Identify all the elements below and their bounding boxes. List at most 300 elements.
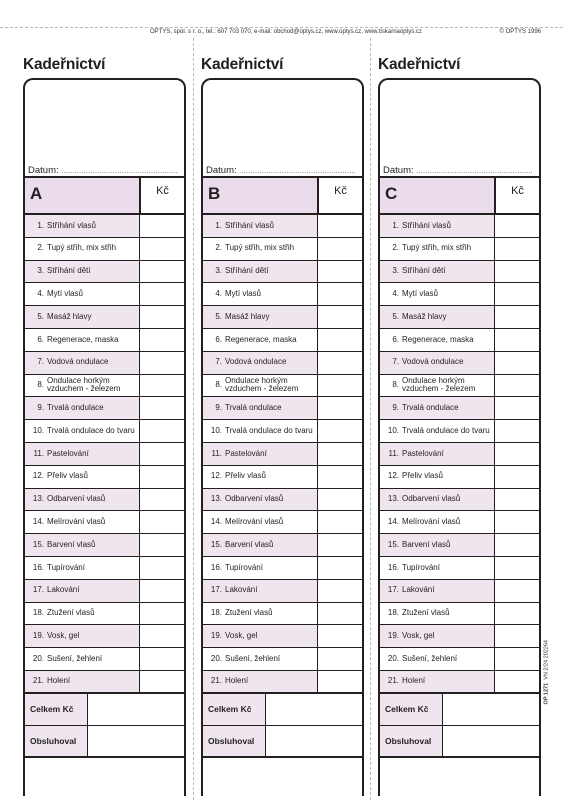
amount-cell[interactable] <box>139 603 184 625</box>
amount-cell[interactable] <box>494 603 539 625</box>
amount-cell[interactable] <box>139 375 184 397</box>
service-number: 11. <box>33 448 44 458</box>
service-label: Ondulace horkým vzduchem - železem <box>402 375 476 394</box>
service-number: 13. <box>210 494 222 504</box>
service-number: 6. <box>392 334 399 344</box>
amount-cell[interactable] <box>317 238 362 260</box>
service-number: 1. <box>37 220 44 230</box>
date-field[interactable]: Datum: .................................................... <box>383 165 533 176</box>
amount-cell[interactable] <box>139 534 184 556</box>
service-number: 4. <box>215 289 222 299</box>
service-row <box>25 511 184 534</box>
amount-cell[interactable] <box>494 215 539 237</box>
service-label: Sušení, žehlení <box>402 653 458 663</box>
service-label: Mytí vlasů <box>402 289 439 299</box>
service-label: Ondulace horkým vzduchem - železem <box>225 375 299 394</box>
service-row <box>25 420 184 443</box>
amount-cell[interactable] <box>494 306 539 328</box>
amount-cell[interactable] <box>139 261 184 283</box>
form-card <box>378 78 541 796</box>
amount-cell[interactable] <box>317 261 362 283</box>
service-label: Masáž hlavy <box>47 311 92 321</box>
cut-line-top <box>0 27 563 28</box>
served-label: Obsluhoval <box>203 726 266 756</box>
form-column-c <box>378 54 541 796</box>
amount-cell[interactable] <box>494 261 539 283</box>
service-row <box>25 466 184 489</box>
service-number: 1. <box>215 220 222 230</box>
amount-cell[interactable] <box>317 215 362 237</box>
service-label: Stříhání vlasů <box>225 220 274 230</box>
service-number: 8. <box>392 380 399 390</box>
form-column-a <box>23 54 186 796</box>
form-title: Kadeřnictví <box>378 56 461 73</box>
service-label: Tupírování <box>47 562 85 572</box>
service-row <box>25 375 184 398</box>
service-number: 7. <box>215 357 222 367</box>
service-label: Odbarvení vlasů <box>225 494 284 504</box>
service-row <box>380 306 539 329</box>
service-label: Pastelování <box>225 448 267 458</box>
cut-line-1 <box>193 38 194 800</box>
service-number: 16. <box>387 562 399 572</box>
total-row <box>25 694 184 726</box>
service-row <box>380 238 539 261</box>
service-row <box>203 489 362 512</box>
currency-header: Kč <box>494 178 539 213</box>
service-row <box>25 671 184 694</box>
amount-cell[interactable] <box>317 420 362 442</box>
service-number: 14. <box>32 517 44 526</box>
service-number: 7. <box>392 357 399 367</box>
amount-cell[interactable] <box>317 329 362 351</box>
amount-cell[interactable] <box>317 511 362 533</box>
amount-cell[interactable] <box>494 534 539 556</box>
service-label: Melírování vlasů <box>402 517 461 526</box>
service-number: 15. <box>210 539 222 549</box>
side-code: OP 1271 VN 2/24 202264 <box>543 640 549 705</box>
service-row <box>203 283 362 306</box>
service-number: 18. <box>32 608 44 618</box>
service-row <box>380 489 539 512</box>
service-label: Mytí vlasů <box>47 289 84 299</box>
amount-cell[interactable] <box>494 329 539 351</box>
service-number: 19. <box>210 630 222 640</box>
total-label: Celkem Kč <box>380 694 443 725</box>
service-number: 21. <box>32 676 44 686</box>
service-row <box>380 603 539 626</box>
service-number: 9. <box>392 403 399 413</box>
amount-cell[interactable] <box>317 489 362 511</box>
served-row <box>380 726 539 758</box>
service-label: Trvalá ondulace <box>402 403 459 413</box>
service-number: 11. <box>211 448 222 458</box>
service-row <box>25 397 184 420</box>
service-label: Ztužení vlasů <box>402 608 450 618</box>
service-row <box>25 443 184 466</box>
service-row <box>25 215 184 238</box>
amount-cell[interactable] <box>494 489 539 511</box>
column-letter: C <box>385 184 398 203</box>
service-label: Barvení vlasů <box>225 539 274 549</box>
service-row <box>25 261 184 284</box>
service-label: Barvení vlasů <box>47 539 96 549</box>
service-row <box>380 511 539 534</box>
service-number: 2. <box>392 243 399 253</box>
notes-box[interactable] <box>380 80 539 178</box>
service-row <box>203 238 362 261</box>
service-label: Regenerace, maska <box>225 334 297 344</box>
service-row <box>203 375 362 398</box>
service-number: 9. <box>215 403 222 413</box>
service-label: Stříhání dětí <box>47 266 91 276</box>
service-number: 10. <box>210 425 222 435</box>
served-value[interactable] <box>88 726 184 756</box>
currency-header: Kč <box>317 178 362 213</box>
service-label: Trvalá ondulace <box>225 403 282 413</box>
amount-cell[interactable] <box>139 511 184 533</box>
form-title: Kadeřnictví <box>23 56 106 73</box>
service-row <box>203 671 362 694</box>
service-number: 17. <box>387 585 399 595</box>
service-number: 12. <box>387 471 399 481</box>
service-number: 7. <box>37 357 44 367</box>
amount-cell[interactable] <box>317 671 362 692</box>
service-row <box>25 603 184 626</box>
amount-cell[interactable] <box>139 238 184 260</box>
service-number: 13. <box>32 494 44 504</box>
service-number: 10. <box>32 425 44 435</box>
service-row <box>380 671 539 694</box>
amount-cell[interactable] <box>139 283 184 305</box>
service-row <box>25 352 184 375</box>
amount-cell[interactable] <box>139 352 184 374</box>
amount-cell[interactable] <box>317 352 362 374</box>
column-header <box>380 178 539 215</box>
service-label: Trvalá ondulace do tvaru <box>225 425 313 435</box>
amount-cell[interactable] <box>139 397 184 419</box>
service-row <box>380 466 539 489</box>
service-row <box>203 557 362 580</box>
amount-cell[interactable] <box>494 375 539 397</box>
service-row <box>203 466 362 489</box>
service-row <box>203 352 362 375</box>
amount-cell[interactable] <box>139 625 184 647</box>
service-label: Tupý střih, mix střih <box>402 243 472 253</box>
service-label: Ztužení vlasů <box>47 608 95 618</box>
date-field[interactable]: Datum: .................................................... <box>206 165 356 176</box>
amount-cell[interactable] <box>494 238 539 260</box>
amount-cell[interactable] <box>139 443 184 465</box>
service-number: 3. <box>37 266 44 276</box>
service-row <box>203 215 362 238</box>
service-row <box>380 534 539 557</box>
total-value[interactable] <box>88 694 184 725</box>
service-number: 15. <box>32 539 44 549</box>
amount-cell[interactable] <box>317 397 362 419</box>
service-number: 21. <box>210 676 222 686</box>
service-label: Masáž hlavy <box>225 311 270 321</box>
service-label: Odbarvení vlasů <box>402 494 461 504</box>
service-row <box>25 534 184 557</box>
amount-cell[interactable] <box>317 580 362 602</box>
service-label: Pastelování <box>402 448 444 458</box>
form-card <box>23 78 186 796</box>
service-label: Stříhání dětí <box>402 266 446 276</box>
service-number: 18. <box>387 608 399 618</box>
service-label: Trvalá ondulace do tvaru <box>402 425 490 435</box>
service-number: 12. <box>32 471 44 481</box>
total-label: Celkem Kč <box>203 694 266 725</box>
service-label: Melírování vlasů <box>225 517 284 526</box>
service-row <box>380 397 539 420</box>
service-label: Sušení, žehlení <box>47 653 103 663</box>
service-row <box>203 443 362 466</box>
service-number: 14. <box>387 517 399 526</box>
service-label: Stříhání vlasů <box>402 220 451 230</box>
service-row <box>203 511 362 534</box>
service-row <box>25 625 184 648</box>
served-value[interactable] <box>443 726 539 756</box>
amount-cell[interactable] <box>139 557 184 579</box>
service-number: 19. <box>32 630 44 640</box>
column-letter: A <box>30 184 43 203</box>
amount-cell[interactable] <box>494 511 539 533</box>
service-label: Vodová ondulace <box>225 357 287 367</box>
service-row <box>203 420 362 443</box>
service-row <box>203 603 362 626</box>
amount-cell[interactable] <box>139 671 184 692</box>
amount-cell[interactable] <box>317 306 362 328</box>
service-number: 10. <box>387 425 399 435</box>
company-info: OPTYS, spol. s r. o., tel.: 607 703 070, e-mail: obchod@optys.cz, www.optys.cz, www.tiskarnaoptys.cz <box>150 29 422 35</box>
total-label: Celkem Kč <box>25 694 88 725</box>
amount-cell[interactable] <box>494 443 539 465</box>
service-number: 5. <box>37 311 44 321</box>
date-field[interactable]: Datum: .................................................... <box>28 165 178 176</box>
service-number: 17. <box>32 585 44 595</box>
amount-cell[interactable] <box>494 625 539 647</box>
service-number: 17. <box>210 585 222 595</box>
service-label: Trvalá ondulace <box>47 403 104 413</box>
amount-cell[interactable] <box>139 466 184 488</box>
service-label: Vosk, gel <box>225 630 258 640</box>
form-column-b <box>201 54 364 796</box>
amount-cell[interactable] <box>494 352 539 374</box>
amount-cell[interactable] <box>317 466 362 488</box>
service-label: Holení <box>402 676 426 686</box>
amount-cell[interactable] <box>317 625 362 647</box>
service-row <box>380 375 539 398</box>
service-label: Stříhání vlasů <box>47 220 96 230</box>
service-label: Tupírování <box>402 562 440 572</box>
amount-cell[interactable] <box>139 215 184 237</box>
amount-cell[interactable] <box>494 671 539 692</box>
service-number: 20. <box>32 653 44 663</box>
service-label: Přeliv vlasů <box>47 471 88 481</box>
service-label: Vosk, gel <box>47 630 80 640</box>
service-label: Vosk, gel <box>402 630 435 640</box>
service-label: Melírování vlasů <box>47 517 106 526</box>
service-row <box>380 283 539 306</box>
amount-cell[interactable] <box>139 489 184 511</box>
service-label: Regenerace, maska <box>47 334 119 344</box>
service-row <box>380 443 539 466</box>
amount-cell[interactable] <box>139 420 184 442</box>
service-row <box>380 420 539 443</box>
service-row <box>380 557 539 580</box>
service-number: 4. <box>392 289 399 299</box>
service-number: 16. <box>210 562 222 572</box>
service-label: Ztužení vlasů <box>225 608 273 618</box>
service-label: Lakování <box>225 585 258 595</box>
service-row <box>380 580 539 603</box>
service-number: 1. <box>392 220 399 230</box>
served-value[interactable] <box>266 726 362 756</box>
service-row <box>203 306 362 329</box>
total-value[interactable] <box>443 694 539 725</box>
service-row <box>25 238 184 261</box>
service-row <box>25 580 184 603</box>
amount-cell[interactable] <box>139 329 184 351</box>
amount-cell[interactable] <box>317 443 362 465</box>
amount-cell[interactable] <box>317 534 362 556</box>
service-label: Vodová ondulace <box>47 357 109 367</box>
served-row <box>203 726 362 758</box>
amount-cell[interactable] <box>494 648 539 670</box>
service-number: 8. <box>37 380 44 390</box>
amount-cell[interactable] <box>494 397 539 419</box>
service-number: 6. <box>37 334 44 344</box>
service-number: 5. <box>215 311 222 321</box>
service-label: Přeliv vlasů <box>225 471 266 481</box>
amount-cell[interactable] <box>494 283 539 305</box>
service-number: 20. <box>210 653 222 663</box>
total-row <box>203 694 362 726</box>
served-label: Obsluhoval <box>25 726 88 756</box>
service-label: Přeliv vlasů <box>402 471 443 481</box>
total-value[interactable] <box>266 694 362 725</box>
service-label: Stříhání dětí <box>225 266 269 276</box>
service-label: Lakování <box>47 585 80 595</box>
amount-cell[interactable] <box>494 420 539 442</box>
amount-cell[interactable] <box>494 580 539 602</box>
service-row <box>25 489 184 512</box>
service-number: 3. <box>392 266 399 276</box>
service-row <box>25 557 184 580</box>
service-label: Tupírování <box>225 562 263 572</box>
service-number: 16. <box>32 562 44 572</box>
service-number: 5. <box>392 311 399 321</box>
service-number: 2. <box>215 243 222 253</box>
service-row <box>380 625 539 648</box>
amount-cell[interactable] <box>317 603 362 625</box>
service-number: 11. <box>388 448 399 458</box>
service-number: 9. <box>37 403 44 413</box>
service-row <box>203 261 362 284</box>
amount-cell[interactable] <box>317 283 362 305</box>
service-label: Ondulace horkým vzduchem - železem <box>47 375 121 394</box>
amount-cell[interactable] <box>139 306 184 328</box>
service-row <box>203 397 362 420</box>
service-label: Sušení, žehlení <box>225 653 281 663</box>
service-row <box>203 534 362 557</box>
service-row <box>25 283 184 306</box>
service-label: Vodová ondulace <box>402 357 464 367</box>
service-label: Masáž hlavy <box>402 311 447 321</box>
copyright: © OPTYS 1996 <box>499 29 541 35</box>
notes-box[interactable] <box>25 80 184 178</box>
service-label: Barvení vlasů <box>402 539 451 549</box>
service-label: Lakování <box>402 585 435 595</box>
service-number: 20. <box>387 653 399 663</box>
served-row <box>25 726 184 758</box>
service-number: 19. <box>387 630 399 640</box>
service-row <box>25 648 184 671</box>
service-row <box>380 352 539 375</box>
service-number: 13. <box>387 494 399 504</box>
service-row <box>25 306 184 329</box>
service-row <box>25 329 184 352</box>
column-header <box>203 178 362 215</box>
service-number: 8. <box>215 380 222 390</box>
service-row <box>203 625 362 648</box>
service-label: Tupý střih, mix střih <box>47 243 117 253</box>
service-number: 3. <box>215 266 222 276</box>
column-letter: B <box>208 184 221 203</box>
service-row <box>380 329 539 352</box>
service-number: 18. <box>210 608 222 618</box>
amount-cell[interactable] <box>139 648 184 670</box>
amount-cell[interactable] <box>317 375 362 397</box>
service-number: 21. <box>387 676 399 686</box>
service-label: Odbarvení vlasů <box>47 494 106 504</box>
service-label: Holení <box>225 676 249 686</box>
service-label: Regenerace, maska <box>402 334 474 344</box>
service-label: Holení <box>47 676 71 686</box>
service-row <box>203 580 362 603</box>
amount-cell[interactable] <box>494 466 539 488</box>
service-number: 4. <box>37 289 44 299</box>
service-number: 2. <box>37 243 44 253</box>
amount-cell[interactable] <box>139 580 184 602</box>
service-number: 6. <box>215 334 222 344</box>
currency-header: Kč <box>139 178 184 213</box>
service-label: Pastelování <box>47 448 89 458</box>
total-row <box>380 694 539 726</box>
service-label: Mytí vlasů <box>225 289 262 299</box>
column-header <box>25 178 184 215</box>
form-title: Kadeřnictví <box>201 56 284 73</box>
service-row <box>380 648 539 671</box>
service-row <box>380 261 539 284</box>
cut-line-2 <box>370 38 371 800</box>
service-number: 15. <box>387 539 399 549</box>
service-label: Tupý střih, mix střih <box>225 243 295 253</box>
served-label: Obsluhoval <box>380 726 443 756</box>
notes-box[interactable] <box>203 80 362 178</box>
form-card <box>201 78 364 796</box>
amount-cell[interactable] <box>317 557 362 579</box>
service-row <box>203 329 362 352</box>
amount-cell[interactable] <box>317 648 362 670</box>
service-row <box>203 648 362 671</box>
service-label: Trvalá ondulace do tvaru <box>47 425 135 435</box>
service-number: 14. <box>210 517 222 526</box>
amount-cell[interactable] <box>494 557 539 579</box>
service-number: 12. <box>210 471 222 481</box>
service-row <box>380 215 539 238</box>
